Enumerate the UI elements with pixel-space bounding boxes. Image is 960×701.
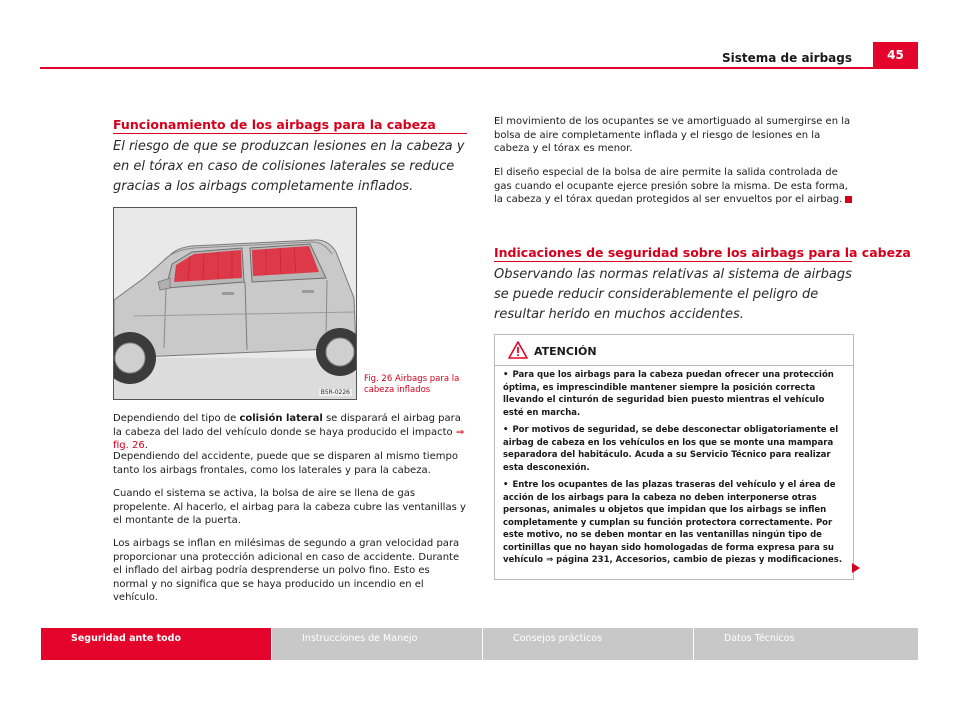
warning-item-text: Por motivos de seguridad, se debe desconectar obligatoriamente el airbag de cabeza en los vehículos en los que se monte una mampara separadora del habitáculo. Acuda a su Servicio Técnico para realizar esta desconexión.: [503, 425, 839, 473]
warning-list: [503, 369, 847, 572]
warning-item: • Entre los ocupantes de las plazas traseras del vehículo y el área de acción de los airbags para la cabeza no deben interponerse otras personas, animales u objetos que impidan que los airbags se inflen completamente y cumplan su función protectora correctamente. Por este motivo, no se deben montar en las ventanillas ningún tipo de cortinillas que no hayan sido homologadas de forma expresa para su vehículo ⇒ página 231, Accesorios, cambio de piezas y modificaciones.: [503, 480, 843, 565]
body-paragraph-2: Dependiendo del accidente, puede que se disparen al mismo tiempo tanto los airbags frontales, como los laterales y para la cabeza.: [113, 451, 458, 476]
car-illustration: [114, 208, 356, 399]
tab-seguridad[interactable]: Seguridad ante todo: [41, 628, 271, 660]
continue-arrow-icon: [851, 562, 861, 574]
p1-text-after: se disparará el airbag para la cabeza del lado del vehículo donde se haya producido el impacto: [113, 413, 461, 438]
warning-box: [494, 334, 854, 580]
warning-triangle-icon: [508, 341, 528, 359]
p1-text: Dependiendo del tipo de: [113, 413, 240, 424]
warning-item: • Por motivos de seguridad, se debe desconectar obligatoriamente el airbag de cabeza en los vehículos en los que se monte una mampara separadora del habitáculo. Acuda a su Servicio Técnico para realizar esta desconexión.: [503, 425, 839, 473]
figure-car-curtain-airbags: [113, 207, 357, 400]
section-end-mark: [845, 196, 852, 203]
section-heading-rule-2: [494, 261, 852, 262]
page-reference-link[interactable]: ⇒ página 231, Accesorios, cambio de piezas y modificaciones.: [546, 555, 843, 565]
figure-caption: Fig. 26 Airbags para la cabeza inflados: [364, 374, 460, 395]
section-heading-head-airbags: Funcionamiento de los airbags para la cabeza: [113, 117, 436, 132]
figure-reference-link[interactable]: ⇒ fig. 26: [113, 426, 465, 451]
right-paragraph-2: El diseño especial de la bolsa de aire permite la salida controlada de gas cuando el ocupante ejerce presión sobre la misma. De esta forma, la cabeza y el tórax quedan protegidos al ser envueltos por el airbag.: [494, 167, 848, 205]
page-number: 45: [873, 42, 918, 68]
running-header-title: Sistema de airbags: [721, 51, 852, 65]
header-rule: [40, 67, 918, 69]
tab-datos-tecnicos[interactable]: Datos Técnicos: [693, 628, 918, 660]
tab-consejos[interactable]: Consejos prácticos: [482, 628, 693, 660]
section-heading-rule: [113, 133, 467, 134]
warning-item-text: Entre los ocupantes de las plazas traseras del vehículo y el área de acción de los airbags para la cabeza no deben interponerse otras personas, animales u objetos que impidan que los airbags se inflen completamente y cumplan su función protectora correctamente. Por este motivo, no se deben montar en las ventanillas ningún tipo de cortinillas que no hayan sido homologadas de forma expresa para su vehículo: [503, 480, 836, 565]
body-paragraph-4: Los airbags se inflan en milésimas de segundo a gran velocidad para proporcionar una protección adicional en caso de accidente. Durante el inflado del airbag podría desprenderse un polvo fino. Esto es normal y no significa que se haya producido un incendio en el vehículo.: [113, 538, 460, 603]
lead-paragraph-2: Observando las normas relativas al sistema de airbags se puede reducir considerablemente el peligro de resultar herido en muchos accidentes.: [494, 267, 852, 322]
tab-instrucciones[interactable]: Instrucciones de Manejo: [271, 628, 482, 660]
right-paragraph-1: El movimiento de los ocupantes se ve amortiguado al sumergirse en la bolsa de aire completamente inflada y el riesgo de lesiones en la cabeza y el tórax es menor.: [494, 116, 851, 154]
warning-header: [495, 335, 853, 366]
p1-bold-term: colisión lateral: [239, 413, 323, 424]
p1-end: .: [144, 440, 148, 451]
body-paragraph-1: [113, 412, 467, 453]
section-heading-safety: Indicaciones de seguridad sobre los airbags para la cabeza: [494, 245, 911, 260]
body-paragraph-3: Cuando el sistema se activa, la bolsa de aire se llena de gas propelente. Al hacerlo, el airbag para la cabeza cubre las ventanillas y el montante de la puerta.: [113, 488, 466, 526]
warning-title: ATENCIÓN: [534, 345, 597, 358]
warning-item-text: Para que los airbags para la cabeza puedan ofrecer una protección óptima, es imprescindible mantener siempre la posición correcta llevando el cinturón de seguridad bien puesto mientras el vehículo esté en marcha.: [503, 370, 834, 418]
warning-item: • Para que los airbags para la cabeza puedan ofrecer una protección óptima, es imprescindible mantener siempre la posición correcta llevando el cinturón de seguridad bien puesto mientras el vehículo esté en marcha.: [503, 370, 834, 418]
lead-paragraph: El riesgo de que se produzcan lesiones en la cabeza y en el tórax en caso de colisiones laterales se reduce gracias a los airbags completamente inflados.: [113, 139, 465, 194]
figure-code: B5R-0226: [320, 389, 350, 396]
footer-nav: [41, 628, 918, 660]
